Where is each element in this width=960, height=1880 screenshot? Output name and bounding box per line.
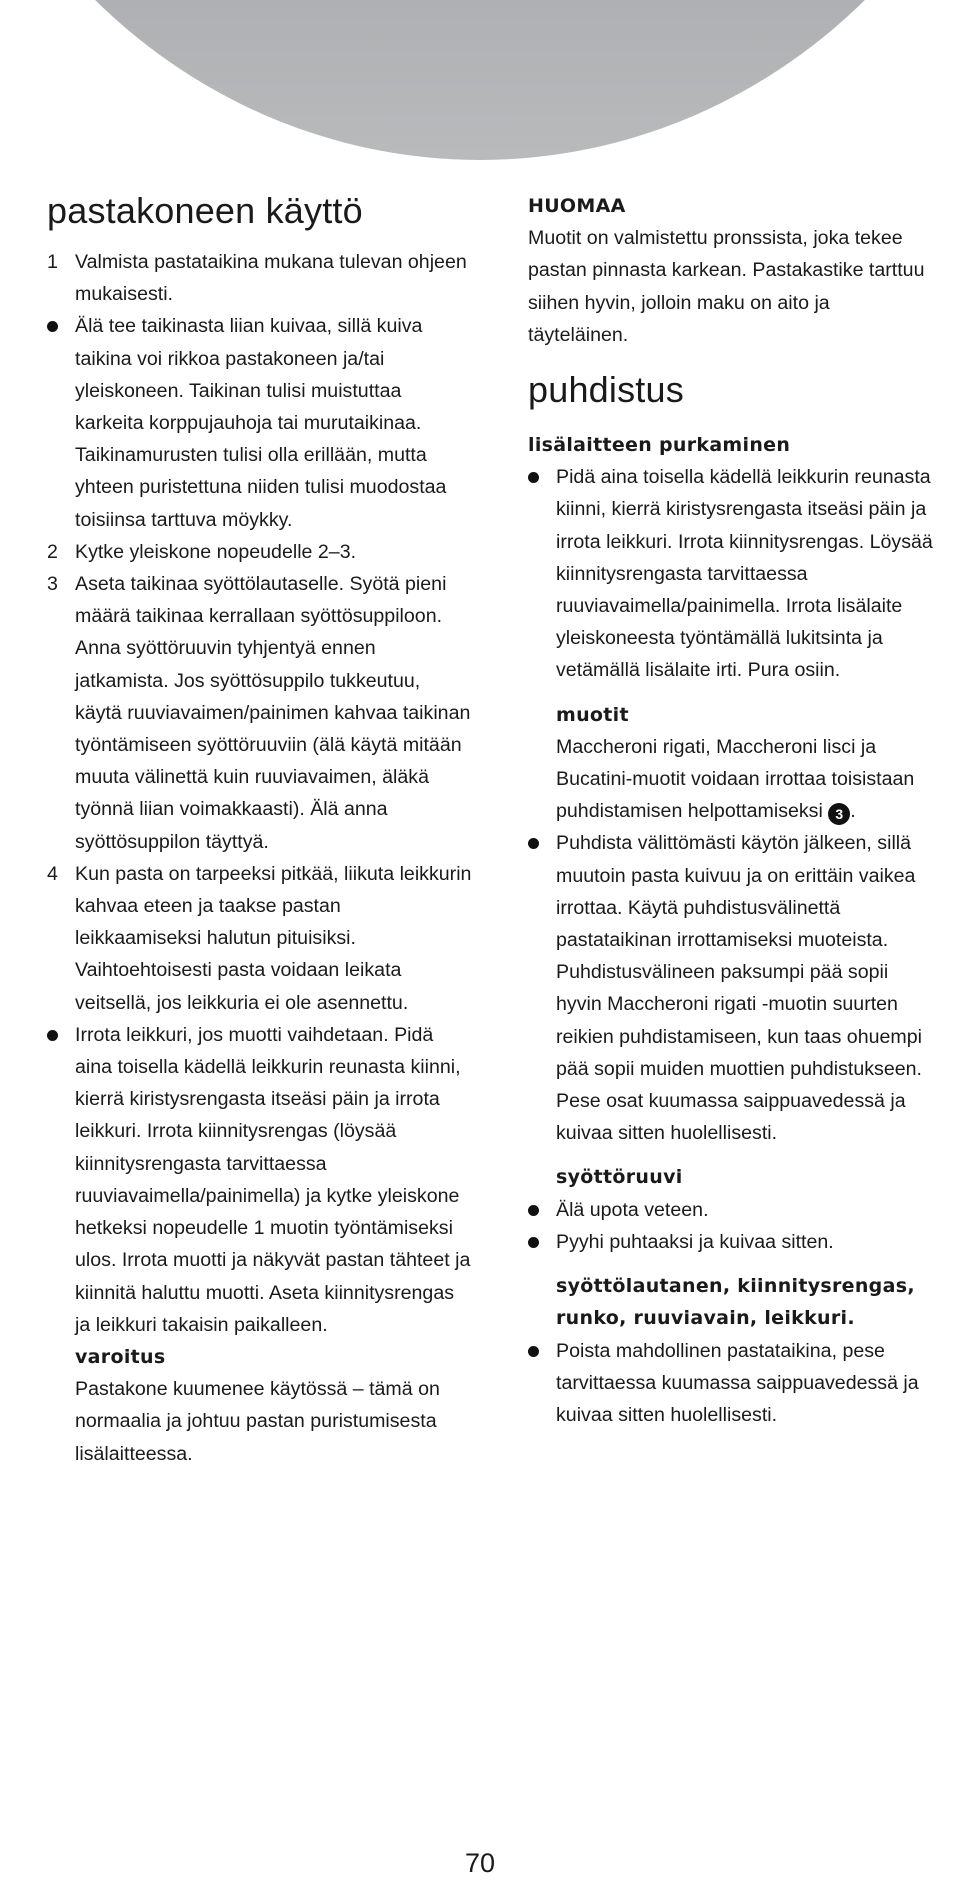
note-text: Muotit on valmistettu pronssista, joka tekee pastan pinnasta karkean. Pastakastike tarttuu siihen hyvin, jolloin maku on aito ja täyteläinen. [528, 227, 925, 346]
dismantle-heading: lisälaitteen purkaminen [528, 434, 791, 457]
dies-text-period: . [850, 800, 856, 823]
bullet-tray [528, 1335, 933, 1432]
dies-text-body: Maccheroni rigati, Maccheroni lisci ja Bucatini-muotit voidaan irrottaa toisistaan puhdistamisen helpottamiseksi [556, 735, 915, 823]
step-4 [47, 858, 472, 1019]
page-number: 70 [464, 1848, 496, 1878]
step-number: 2 [47, 540, 58, 563]
step-number: 1 [47, 251, 58, 273]
bullet-text: Irrota leikkuri, jos muotti vaihdetaan. Pidä aina toisella kädellä leikkurin reunasta kiinni, kierrä kiristysrengasta itseäsi päin ja irrota leikkuri. Irrota kiinnitysrengas (löysää kiinnitysrengasta tarvittaessa ruuviavaimella/painimella) ja kytke yleiskone hetkeksi nopeudelle 1 muotin työntämiseksi ulos. Irrota muotti ja näkyvät pastan tähteet ja kiinnitä haluttu muotti. Aseta kiinnitysrengas ja leikkuri takaisin paikalleen. [75, 1023, 471, 1336]
cleaning-section-title: puhdistus [528, 369, 684, 411]
bullet-icon [528, 838, 539, 849]
tray-heading: syöttölautanen, kiinnitysrengas, runko, ruuviavain, leikkuri. [556, 1275, 915, 1330]
dies-text [528, 731, 933, 828]
bullet-icon [47, 321, 58, 332]
bullet-clean-dies [528, 827, 933, 1149]
step-1 [47, 246, 472, 310]
bullet-icon [528, 1237, 539, 1248]
step-number: 4 [47, 862, 58, 885]
bullet-icon [528, 1346, 539, 1357]
screw-heading: syöttöruuvi [556, 1166, 683, 1189]
step-text: Valmista pastataikina mukana tulevan ohjeen mukaisesti. [75, 251, 467, 306]
bullet-text: Älä tee taikinasta liian kuivaa, sillä kuiva taikina voi rikkoa pastakoneen ja/tai yleiskoneen. Taikinan tulisi muistuttaa karkeita korppujauhoja tai murutaikinaa. Taikinamurusten tulisi olla erillään, mutta yhteen puristettuna niiden tulisi muodostaa toisiinsa tarttuva möykky. [75, 315, 447, 531]
left-column [47, 190, 472, 1470]
bullet-screw-1 [528, 1194, 933, 1226]
note-heading: HUOMAA [528, 195, 626, 217]
bullet-text: Poista mahdollinen pastataikina, pese tarvittaessa kuumassa saippuavedessä ja kuivaa sitten huolellisesti. [556, 1339, 919, 1426]
bullet-icon [47, 1030, 58, 1041]
bullet-icon [528, 1205, 539, 1216]
bullet-text: Älä upota veteen. [556, 1198, 709, 1221]
right-column [528, 196, 933, 1431]
bullet-screw-2 [528, 1226, 933, 1258]
step-text: Aseta taikinaa syöttölautaselle. Syötä pieni määrä taikinaa kerrallaan syöttösuppiloon. Anna syöttöruuvin tyhjentyä ennen jatkamista. Jos syöttösuppilo tukkeutuu, käytä ruuviavaimen/painimen kahvaa taikinan työntämiseen syöttöruuviin (älä käytä mitään muuta välinettä kuin ruuviavaimen, äläkä työnnä liian voimakkaasti). Älä anna syöttösuppilon täyttyä. [75, 573, 471, 853]
warning-heading: varoitus [75, 1345, 166, 1368]
header-decoration-arc [0, 0, 960, 160]
bullet-text: Puhdista välittömästi käytön jälkeen, sillä muutoin pasta kuivuu ja on erittäin vaikea irrottaa. Käytä puhdistusvälinettä pastataikinan irrottamiseksi muoteista. Puhdistusvälineen paksumpi pää sopii hyvin Maccheroni rigati -muotin suurten reikien puhdistamiseen, kun taas ohuempi pää sopii muiden muottien puhdistukseen. Pese osat kuumassa saippuavedessä ja kuivaa sitten huolellisesti. [556, 832, 922, 1145]
bullet-icon [528, 472, 539, 483]
step-text: Kun pasta on tarpeeksi pitkää, liikuta leikkurin kahvaa eteen ja taakse pastan leikkaamiseksi halutun pituisiksi. Vaihtoehtoisesti pasta voidaan leikata veitsellä, jos leikkuria ei ole asennettu. [75, 862, 472, 1014]
dies-heading: muotit [556, 703, 629, 726]
step-3 [47, 568, 472, 858]
bullet-change-die [47, 1019, 472, 1341]
step-2 [47, 536, 472, 568]
warning-text: Pastakone kuumenee käytössä – tämä on normaalia ja johtuu pastan puristumisesta lisälaitteessa. [75, 1378, 440, 1465]
step-text: Kytke yleiskone nopeudelle 2–3. [75, 540, 357, 563]
usage-section-title: pastakoneen käyttö [47, 190, 363, 231]
step-number: 3 [47, 573, 58, 596]
bullet-text: Pyyhi puhtaaksi ja kuivaa sitten. [556, 1230, 834, 1253]
bullet-text: Pidä aina toisella kädellä leikkurin reunasta kiinni, kierrä kiristysrengasta itseäsi päin ja irrota leikkuri. Irrota kiinnitysrengas. Löysää kiinnitysrengasta tarvittaessa ruuviavaimella/painimella. Irrota lisälaite yleiskoneesta työntämällä lukitsinta ja vetämällä lisälaite irti. Pura osiin. [556, 466, 933, 682]
figure-3-icon: 3 [828, 803, 850, 825]
bullet-dismantle [528, 461, 933, 686]
bullet-dry-dough [47, 310, 472, 535]
